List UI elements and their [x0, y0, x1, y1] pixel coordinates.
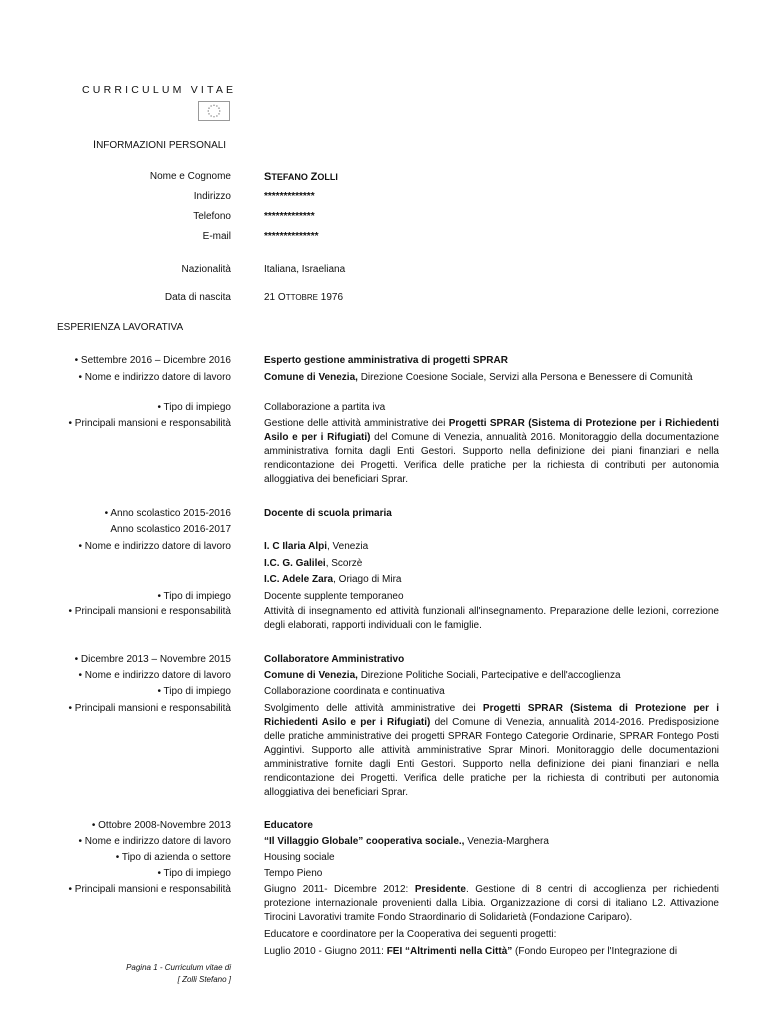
- eu-flag-icon: [198, 101, 230, 121]
- job1-employer: Comune di Venezia, Direzione Coesione Sociale, Servizi alla Persona e Benessere di Comunità: [264, 372, 693, 383]
- job2-role: Docente di scuola primaria: [264, 508, 392, 519]
- job3-type-label: • Tipo di impiego: [157, 686, 231, 697]
- job4-duties-3: Luglio 2010 - Giugno 2011: FEI “Altrimenti nella Città” (Fondo Europeo per l'Integrazione di: [264, 946, 678, 957]
- job4-sector: Housing sociale: [264, 852, 335, 863]
- job4-employer-label: • Nome e indirizzo datore di lavoro: [78, 836, 231, 847]
- job1-duties: Gestione delle attività amministrative dei Progetti SPRAR (Sistema di Protezione per i Richiedenti Asilo e per i Rifugiati) del Comune di Venezia, annualità 2016. Monitoraggio della documentazione amministrativa fornita dagli Enti Gestori. Supporto nella definizione dei piani finanziari e nella rendicontazione dei Progetti. Verifica delle pratiche per la richiesta di contributi per autonomia alloggiativa dei beneficiari Sprar.: [264, 418, 720, 485]
- personal-info-heading: INFORMAZIONI PERSONALI: [93, 139, 227, 151]
- job3-duties-label: • Principali mansioni e responsabilità: [68, 703, 231, 714]
- cv-title: CURRICULUM VITAE: [82, 84, 237, 96]
- nationality-label: Nazionalità: [181, 264, 231, 275]
- job2-school-3: I.C. Adele Zara, Oriago di Mira: [264, 574, 402, 585]
- job3-role: Collaboratore Amministrativo: [264, 654, 405, 665]
- job4-duties-2: Educatore e coordinatore per la Cooperativa dei seguenti progetti:: [264, 929, 557, 940]
- job2-school-2: I.C. G. Galilei, Scorzè: [264, 558, 363, 569]
- job3-type: Collaborazione coordinata e continuativa: [264, 686, 445, 697]
- job3-employer-label: • Nome e indirizzo datore di lavoro: [78, 670, 231, 681]
- job1-role: Esperto gestione amministrativa di progetti SPRAR: [264, 355, 508, 366]
- address-value: *************: [264, 191, 315, 202]
- job2-duties: Attività di insegnamento ed attività funzionali all'insegnamento. Preparazione delle lezioni, correzione degli elaborati, rapporti individuali con le famiglie.: [264, 606, 719, 631]
- eu-stars-icon: [199, 102, 229, 120]
- job3-duties: Svolgimento delle attività amministrative dei Progetti SPRAR (Sistema di Protezione per i Richiedenti Asilo e per i Rifugiati) del Comune di Venezia, annualità 2014-2016. Predisposizione delle pratiche amministrative dei progetti SPRAR Fontego Categorie Ordinarie, SPRAR Fontego Posti Aggintivi. Supporto alle attività amministrative Sprar Minori. Monitoraggio delle documentazioni amministrative fornite dagli Enti Gestori. Supporto nella definizione dei piani finanziari e nella rendicontazione dei Progetti. Verifica delle pratiche per la richiesta di contributi per autonomia alloggiativa dei beneficiari Sprar.: [264, 703, 720, 798]
- job2-employer-label: • Nome e indirizzo datore di lavoro: [78, 541, 231, 552]
- experience-heading: ESPERIENZA LAVORATIVA: [57, 322, 184, 333]
- footer-line-2: [ Zolli Stefano ]: [177, 975, 231, 984]
- name-value: STEFANO ZOLLI: [264, 171, 338, 183]
- job3-employer: Comune di Venezia, Direzione Politiche Sociali, Partecipative e dell'accoglienza: [264, 670, 621, 681]
- job2-type-label: • Tipo di impiego: [157, 591, 231, 602]
- job4-duties-1: Giugno 2011- Dicembre 2012: Presidente. Gestione di 8 centri di accoglienza per richiedenti protezione internazionale provenienti dalla Libia. Organizzazione di corsi di italiano L2. Attivazione Tirocini Lavorativi tramite Fondo Straordinario di Solidarietà (Fondazione Cariparo).: [264, 884, 719, 923]
- email-value: **************: [264, 231, 319, 242]
- job1-type-label: • Tipo di impiego: [157, 402, 231, 413]
- job4-type-label: • Tipo di impiego: [157, 868, 231, 879]
- nationality-value: Italiana, Israeliana: [264, 264, 346, 275]
- job1-duties-label: • Principali mansioni e responsabilità: [68, 418, 231, 429]
- job3-period: • Dicembre 2013 – Novembre 2015: [74, 654, 231, 665]
- job2-period-2: Anno scolastico 2016-2017: [110, 524, 231, 535]
- phone-label: Telefono: [193, 211, 231, 222]
- job4-sector-label: • Tipo di azienda o settore: [115, 852, 231, 863]
- job2-type: Docente supplente temporaneo: [264, 591, 404, 602]
- job4-duties-label: • Principali mansioni e responsabilità: [68, 884, 231, 895]
- job2-school-1: I. C Ilaria Alpi, Venezia: [264, 541, 369, 552]
- page-footer: [126, 962, 231, 986]
- name-label: Nome e Cognome: [149, 171, 231, 182]
- job2-duties-label: • Principali mansioni e responsabilità: [68, 606, 231, 617]
- birth-value: 21 OTTOBRE 1976: [264, 292, 344, 303]
- job2-period-1: • Anno scolastico 2015-2016: [104, 508, 231, 519]
- email-label: E-mail: [202, 231, 231, 242]
- job4-type: Tempo Pieno: [264, 868, 323, 879]
- job4-role: Educatore: [264, 820, 313, 831]
- address-label: Indirizzo: [193, 191, 231, 202]
- footer-line-1: Pagina 1 - Curriculum vitae di: [126, 963, 231, 972]
- job1-type: Collaborazione a partita iva: [264, 402, 386, 413]
- phone-value: *************: [264, 211, 315, 222]
- job4-period: • Ottobre 2008-Novembre 2013: [91, 820, 231, 831]
- job4-employer: “Il Villaggio Globale” cooperativa sociale., Venezia-Marghera: [264, 836, 549, 847]
- job1-employer-label: • Nome e indirizzo datore di lavoro: [78, 372, 231, 383]
- birth-label: Data di nascita: [164, 292, 231, 303]
- job1-period: • Settembre 2016 – Dicembre 2016: [74, 355, 231, 366]
